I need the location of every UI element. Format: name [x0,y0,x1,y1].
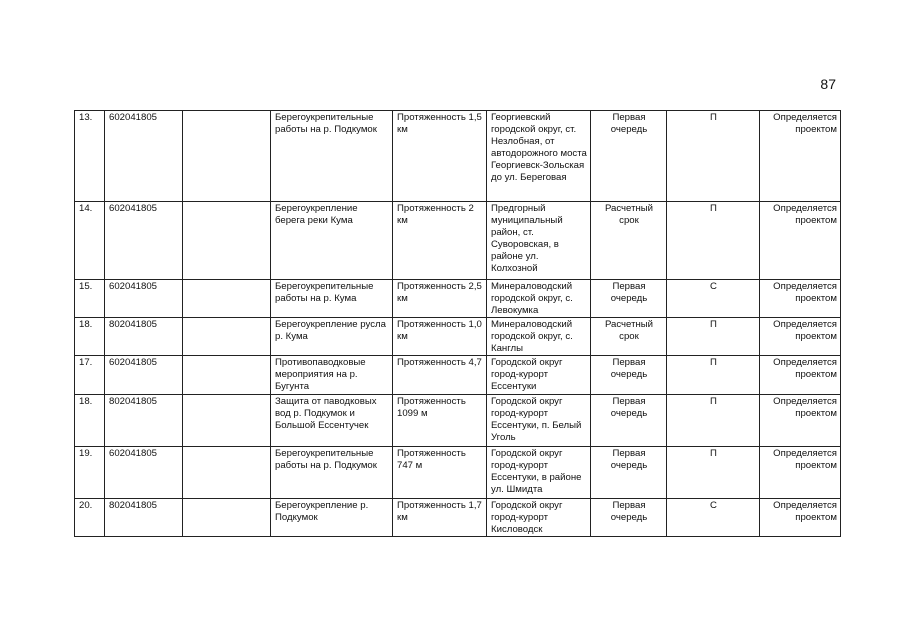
cell-significance: П [667,202,760,280]
cell-location: Городской округ город-курорт Кисловодск [487,499,591,537]
cell-number: 18. [75,318,105,356]
cell-parameters: Протяженность 2,5 км [393,280,487,318]
cell-location: Минераловодский городской округ, с. Канглы [487,318,591,356]
table-row [75,447,841,499]
cell-location: Городской округ город-курорт Ессентуки, в районе ул. Шмидта [487,447,591,499]
cell-empty [183,499,271,537]
cell-cost: Определяется проектом [760,280,841,318]
cell-cost: Определяется проектом [760,318,841,356]
cell-significance: П [667,111,760,202]
cell-cost: Определяется проектом [760,499,841,537]
cell-stage: Первая очередь [591,280,667,318]
cell-object-name: Противопаводковые мероприятия на р. Бугунта [271,356,393,395]
cell-significance: П [667,318,760,356]
cell-cost: Определяется проектом [760,111,841,202]
cell-location: Минераловодский городской округ, с. Левокумка [487,280,591,318]
cell-number: 15. [75,280,105,318]
table-row [75,356,841,395]
cell-object-name: Берегоукрепление р. Подкумок [271,499,393,537]
cell-number: 20. [75,499,105,537]
cell-object-name: Берегоукрепительные работы на р. Подкумок [271,447,393,499]
cell-location: Предгорный муниципальный район, ст. Суворовская, в районе ул. Колхозной [487,202,591,280]
cell-object-name: Берегоукрепительные работы на р. Кума [271,280,393,318]
table-body [75,111,841,537]
table-row [75,318,841,356]
cell-number: 19. [75,447,105,499]
cell-stage: Расчетный срок [591,318,667,356]
cell-object-name: Берегоукрепительные работы на р. Подкумок [271,111,393,202]
cell-significance: П [667,395,760,447]
cell-stage: Первая очередь [591,356,667,395]
cell-stage: Первая очередь [591,111,667,202]
cell-significance: С [667,280,760,318]
cell-code: 602041805 [105,356,183,395]
cell-parameters: Протяженность 1,7 км [393,499,487,537]
cell-object-name: Защита от паводковых вод р. Подкумок и Большой Ессентучек [271,395,393,447]
cell-cost: Определяется проектом [760,202,841,280]
cell-stage: Первая очередь [591,499,667,537]
table-row [75,280,841,318]
cell-parameters: Протяженность 1099 м [393,395,487,447]
objects-table [74,110,841,537]
cell-object-name: Берегоукрепление русла р. Кума [271,318,393,356]
cell-empty [183,356,271,395]
cell-stage: Первая очередь [591,447,667,499]
cell-parameters: Протяженность 747 м [393,447,487,499]
cell-code: 602041805 [105,447,183,499]
cell-empty [183,395,271,447]
cell-parameters: Протяженность 1,0 км [393,318,487,356]
cell-number: 14. [75,202,105,280]
cell-location: Георгиевский городской округ, ст. Незлобная, от автодорожного моста Георгиевск-Зольская до ул. Береговая [487,111,591,202]
cell-empty [183,318,271,356]
cell-code: 602041805 [105,111,183,202]
cell-code: 802041805 [105,395,183,447]
cell-location: Городской округ город-курорт Ессентуки [487,356,591,395]
cell-code: 802041805 [105,499,183,537]
cell-empty [183,280,271,318]
cell-code: 602041805 [105,280,183,318]
cell-parameters: Протяженность 4,7 [393,356,487,395]
cell-number: 18. [75,395,105,447]
cell-number: 17. [75,356,105,395]
cell-significance: П [667,447,760,499]
cell-stage: Первая очередь [591,395,667,447]
cell-code: 802041805 [105,318,183,356]
cell-significance: П [667,356,760,395]
table-row [75,499,841,537]
cell-cost: Определяется проектом [760,395,841,447]
page-number: 87 [820,76,836,92]
cell-number: 13. [75,111,105,202]
table-row [75,111,841,202]
cell-empty [183,111,271,202]
cell-cost: Определяется проектом [760,356,841,395]
cell-empty [183,447,271,499]
cell-parameters: Протяженность 1,5 км [393,111,487,202]
cell-location: Городской округ город-курорт Ессентуки, п. Белый Уголь [487,395,591,447]
cell-cost: Определяется проектом [760,447,841,499]
cell-significance: С [667,499,760,537]
table-row [75,202,841,280]
cell-parameters: Протяженность 2 км [393,202,487,280]
cell-object-name: Берегоукрепление берега реки Кума [271,202,393,280]
cell-code: 602041805 [105,202,183,280]
table-row [75,395,841,447]
cell-stage: Расчетный срок [591,202,667,280]
cell-empty [183,202,271,280]
